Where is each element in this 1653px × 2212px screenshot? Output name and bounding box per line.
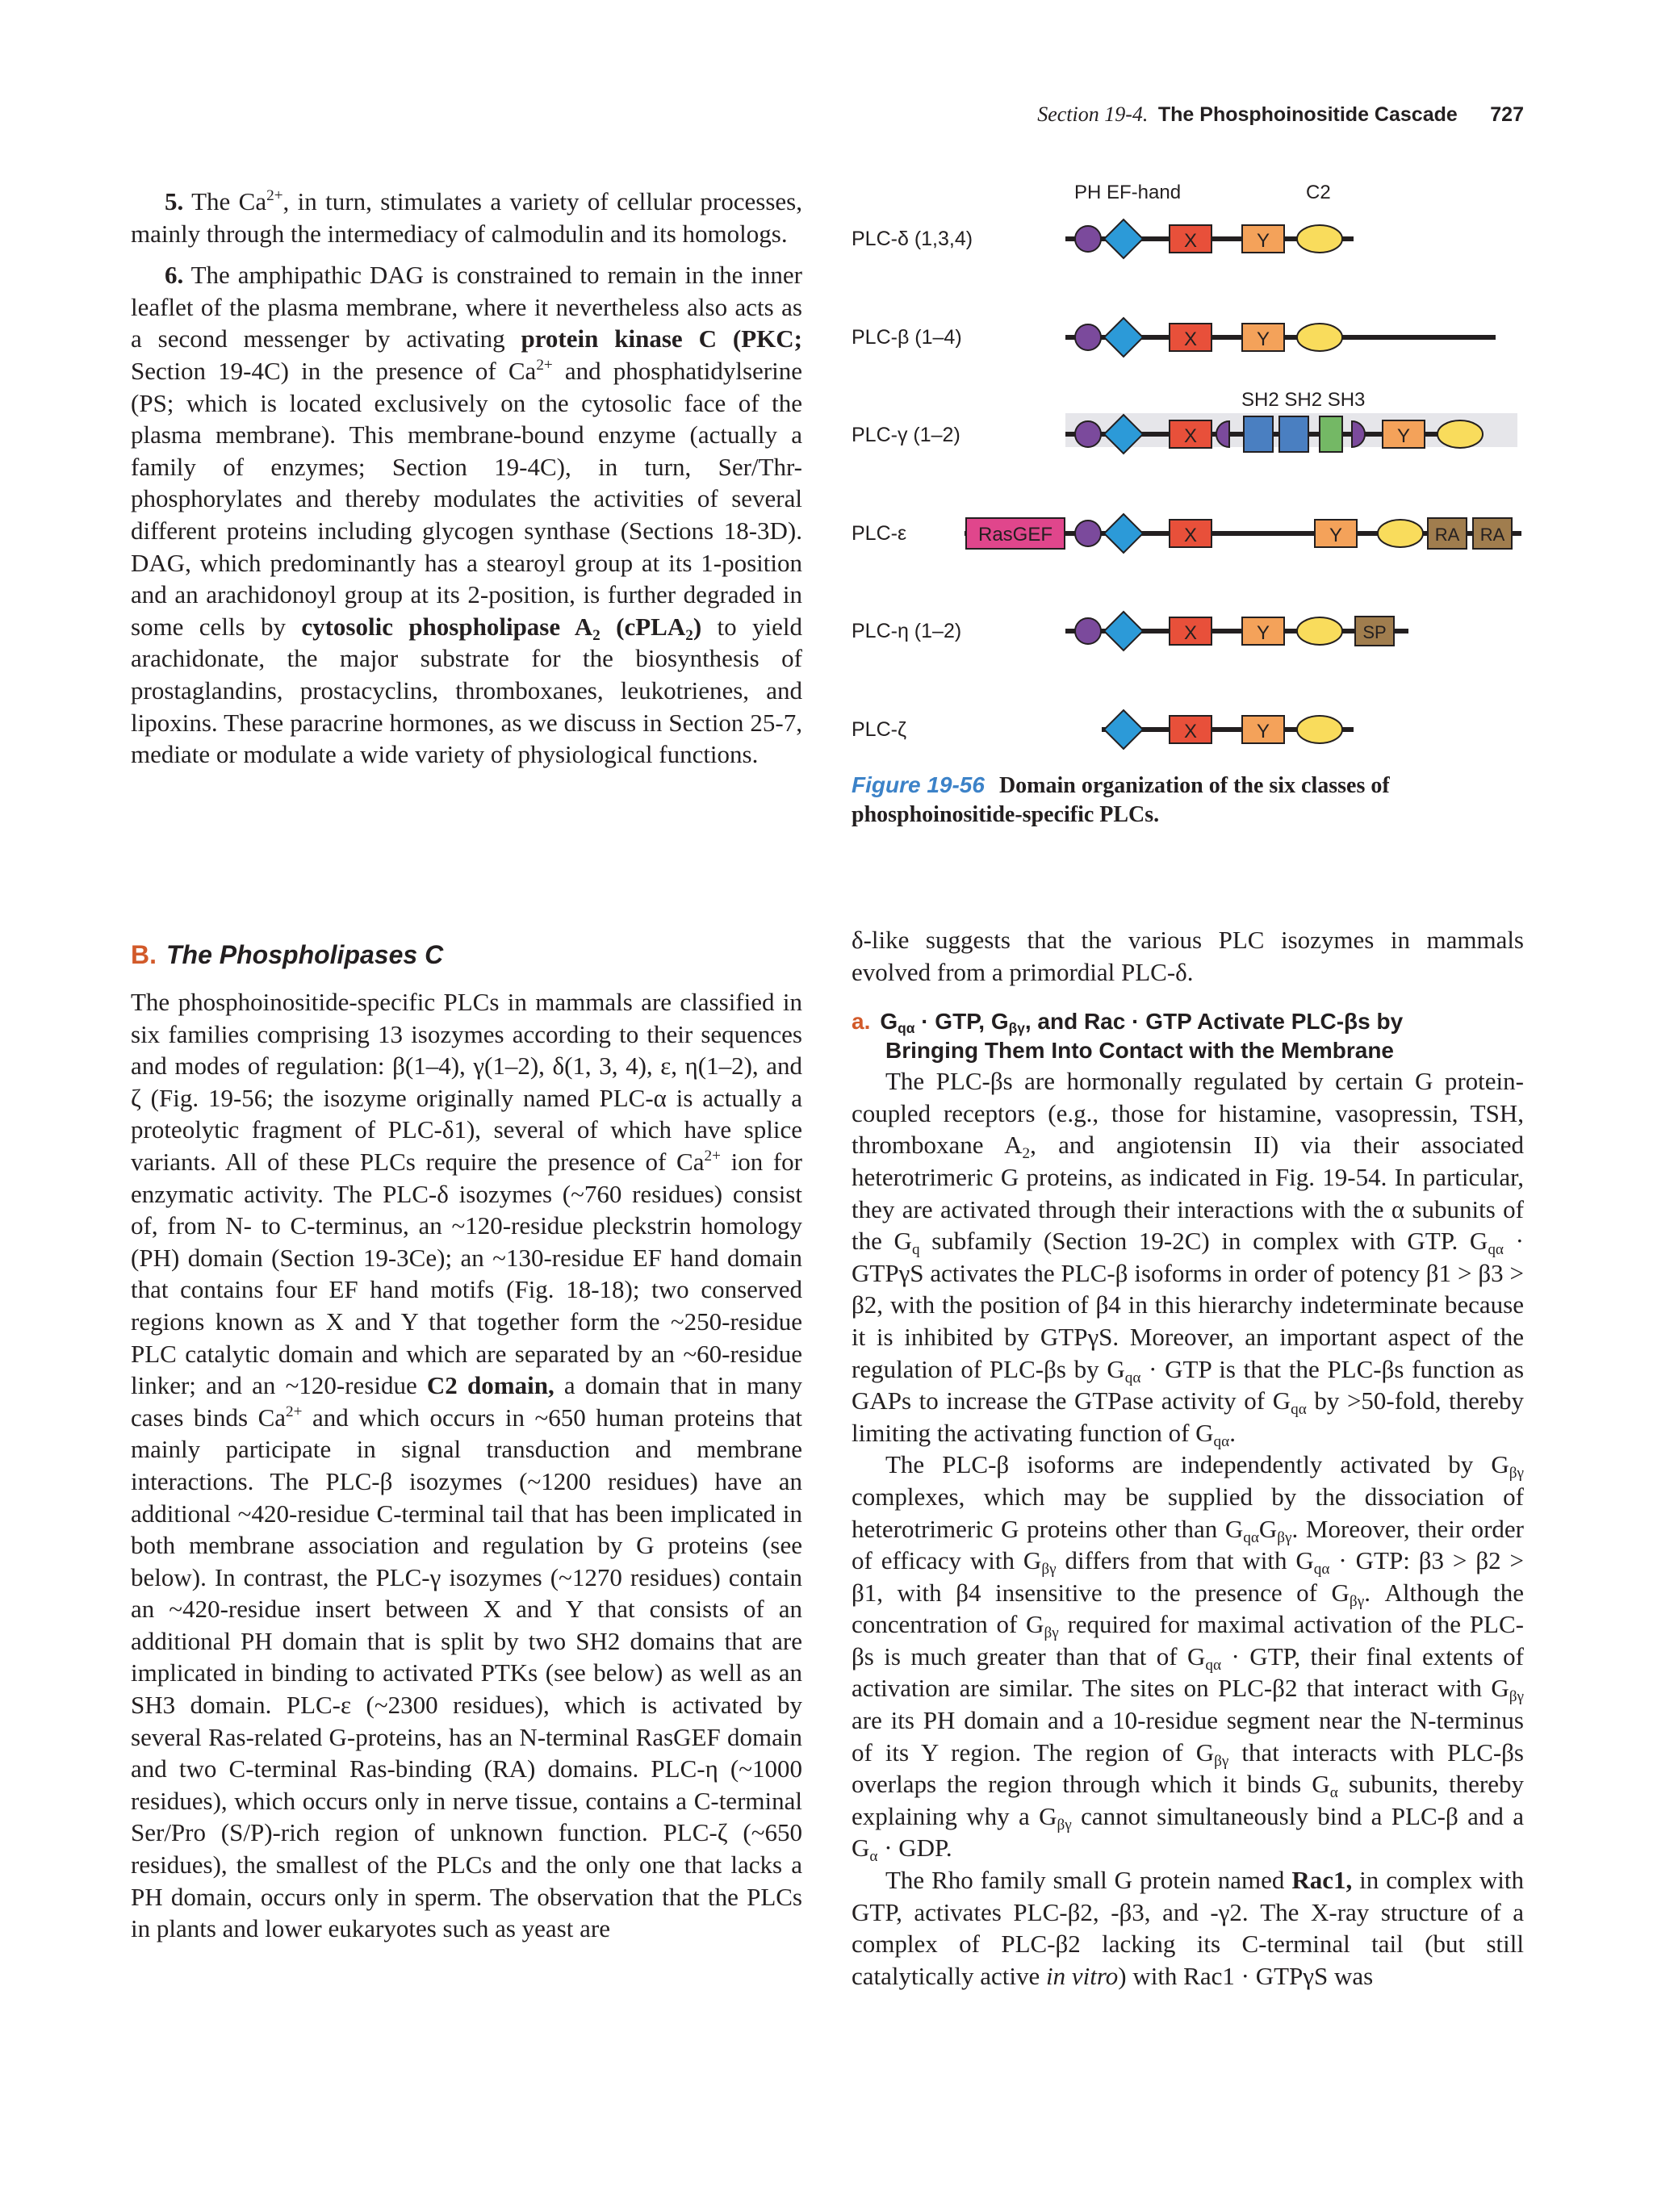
figure-label: Figure 19-56 <box>852 772 985 797</box>
rasgef-label: RasGEF <box>977 524 1053 546</box>
plc-gamma-domains <box>1065 413 1517 454</box>
y-box-label: Y <box>1256 328 1270 350</box>
c2-domain-shape <box>1297 716 1342 743</box>
label-c2: C2 <box>1306 182 1331 203</box>
row-label-plc-eta: PLC-η (1–2) <box>852 620 962 642</box>
sh3-domain-shape <box>1320 416 1342 452</box>
y-box-label: Y <box>1256 230 1270 252</box>
domain-organization-figure <box>843 178 1525 839</box>
x-box-label: X <box>1183 525 1198 546</box>
plc-epsilon-domains <box>965 514 1521 553</box>
figure-caption-text: Domain organization of the six classes of phosphoinositide-specific PLCs. <box>852 773 1390 827</box>
section-heading-b: B. The Phospholipases C <box>131 940 444 969</box>
row-label-plc-gamma: PLC-γ (1–2) <box>852 424 960 446</box>
label-ph-ef-hand: PH EF-hand <box>1074 182 1182 203</box>
subsection-heading-a: a. $G_{q\alpha}$ · GTP, $G_{\beta\gamma}$, and Rac · GTP Activate PLC-βs by Bringing Them Into Contact with the Membrane <box>852 1009 1404 1064</box>
ra-label: RA <box>1479 525 1505 545</box>
ph-domain-shape <box>1075 226 1101 252</box>
c2-domain-shape <box>1297 324 1342 351</box>
paragraph-continuation: δ-like suggests that the various PLC isozymes in mammals evolved from a primordial PLC-δ. <box>852 926 1524 986</box>
sp-label: SP <box>1362 622 1387 642</box>
ef-hand-shape <box>1104 710 1143 749</box>
ph-domain-shape <box>1075 618 1101 644</box>
ef-hand-shape <box>1104 318 1143 357</box>
paragraph-rac1: The Rho family small G protein named Rac1, in complex with GTP, activates PLC-β2, -β3, and -γ2. The X-ray structure of a complex of PLC-β2 lacking its C-terminal tail (but still catalytically active in vitro) with Rac1 · GTPγS was <box>852 1866 1524 1990</box>
x-box-label: X <box>1183 622 1198 644</box>
ph-domain-shape <box>1075 421 1101 447</box>
y-box-label: Y <box>1329 525 1343 546</box>
row-label-plc-delta: PLC-δ (1,3,4) <box>852 228 973 250</box>
c2-domain-shape <box>1378 520 1423 547</box>
figure-caption <box>852 771 1524 830</box>
x-box-label: X <box>1183 425 1198 447</box>
page-number: 727 <box>1490 103 1524 126</box>
paragraph-item-6: 6. The amphipathic DAG is constrained to remain in the inner leaflet of the plasma membrane, where it nevertheless also acts as a second messenger by activating protein kinase C (PKC; Section 19-4C) in the presence of $Ca^{2+}$ and phosphatidylserine (PS; which is located exclusively on the cytosolic face of the plasma membrane). This membrane-bound enzyme (actually a family of enzymes; Section 19-4C), in turn, Ser/Thr-phosphorylates and thereby modulates the activities of several different proteins including glycogen synthase (Sections 18-3D). DAG, which predominantly has a stearoyl group at its 1-position and an arachidonoyl group at its 2-position, is further degraded in some cells by cytosolic phospholipase $A_2$ (cPLA$_2$) to yield arachidonate, the major substrate for the biosynthesis of prostaglandins, prostacyclins, thromboxanes, leukotrienes, and lipoxins. These paracrine hormones, as we discuss in Section 25-7, mediate or modulate a wide variety of physiological functions. <box>131 261 802 769</box>
c2-domain-shape <box>1437 420 1483 448</box>
ef-hand-shape <box>1104 514 1143 553</box>
x-box-label: X <box>1183 721 1198 742</box>
sh2-domain-shape <box>1244 416 1273 452</box>
ra-label: RA <box>1434 525 1460 545</box>
plc-delta-domains <box>1065 220 1354 258</box>
ph-domain-shape <box>1075 324 1101 350</box>
y-box-label: Y <box>1256 622 1270 644</box>
right-column <box>852 924 1524 1992</box>
left-column-top <box>131 186 802 771</box>
row-label-plc-zeta: PLC-ζ <box>852 718 906 741</box>
paragraph-plc-beta-regulation: The PLC-βs are hormonally regulated by certain G protein-coupled receptors (e.g., those for histamine, vasopressin, TSH, thromboxane $A_2$, and angiotensin II) via their associated heterotrimeric G proteins, as indicated in Fig. 19-54. In particular, they are activated through their interactions with the α subunits of the $G_q$ subfamily (Section 19-2C) in complex with GTP. $G_{q\alpha} \cdot GTP\gamma S$ activates the PLC-β isoforms in order of potency β1 > β3 > β2, with the position of β4 in this hierarchy indeterminate because it is inhibited by GTPγS. Moreover, an important aspect of the regulation of PLC-βs by $G_{q\alpha}$ · GTP is that the PLC-βs function as GAPs to increase the GTPase activity of $G_{q\alpha}$ by >50-fold, thereby limiting the activating function of $G_{q\alpha}$. <box>852 1067 1525 1450</box>
c2-domain-shape <box>1297 617 1342 645</box>
header-section: Section 19-4. <box>1037 102 1149 126</box>
plc-eta-domains <box>1065 612 1408 650</box>
y-box-label: Y <box>1396 425 1411 447</box>
ef-hand-shape <box>1104 220 1143 258</box>
paragraph-item-5: 5. The $Ca^{2+}$, in turn, stimulates a variety of cellular processes, mainly through the intermediacy of calmodulin and its homologs. <box>131 187 802 248</box>
c2-domain-shape <box>1297 225 1342 253</box>
left-column-bottom <box>131 986 802 1945</box>
x-box-label: X <box>1183 328 1198 350</box>
row-label-plc-beta: PLC-β (1–4) <box>852 326 962 349</box>
plc-zeta-domains <box>1102 710 1354 749</box>
paragraph-gbg-activation: The PLC-β isoforms are independently activated by $G_{\beta\gamma}$ complexes, which may be supplied by the dissociation of heterotrimeric G proteins other than $G_{q\alpha}G_{\beta\gamma}$. Moreover, their order of efficacy with $G_{\beta\gamma}$ differs from that with $G_{q\alpha}$ · GTP: β3 > β2 > β1, with β4 insensitive to the presence of $G_{\beta\gamma}$. Although the concentration of $G_{\beta\gamma}$ required for maximal activation of the PLC-βs is much greater than that of $G_{q\alpha}$ · GTP, their final extents of activation are similar. The sites on PLC-β2 that interact with $G_{\beta\gamma}$ are its PH domain and a 10-residue segment near the N-terminus of its Y region. The region of $G_{\beta\gamma}$ that interacts with PLC-βs overlaps the region through which it binds $G_\alpha$ subunits, thereby explaining why a $G_{\beta\gamma}$ cannot simultaneously bind a PLC-β and a $G_\alpha$ · GDP. <box>852 1450 1525 1866</box>
x-box-label: X <box>1183 230 1198 252</box>
y-box-label: Y <box>1256 721 1270 742</box>
plc-beta-domains <box>1065 318 1496 357</box>
header-title: The Phosphoinositide Cascade <box>1157 103 1458 126</box>
ph-domain-shape <box>1075 521 1101 546</box>
running-header <box>998 102 1524 128</box>
row-label-plc-epsilon: PLC-ε <box>852 522 907 545</box>
paragraph-plc-families: The phosphoinositide-specific PLCs in mammals are classified in six families comprising 13 isozymes according to their sequences and modes of regulation: β(1–4), γ(1–2), δ(1, 3, 4), ε, η(1–2), and ζ (Fig. 19-56; the isozyme originally named PLC-α is actually a proteolytic fragment of PLC-δ1), several of which have splice variants. All of these PLCs require the presence of $Ca^{2+}$ ion for enzymatic activity. The PLC-δ isozymes (~760 residues) consist of, from N- to C-terminus, an ~120-residue pleckstrin homology (PH) domain (Section 19-3Ce); an ~130-residue EF hand domain that contains four EF hand motifs (Fig. 18-18); two conserved regions known as X and Y that together form the ~250-residue PLC catalytic domain and which are separated by an ~60-residue linker; and an ~120-residue C2 domain, a domain that in many cases binds $Ca^{2+}$ and which occurs in ~650 human proteins that mainly participate in signal transduction and membrane interactions. The PLC-β isozymes (~1200 residues) have an additional ~420-residue C-terminal tail that has been implicated in both membrane association and regulation by G proteins (see below). In contrast, the PLC-γ isozymes (~1270 residues) contain an ~420-residue insert between X and Y that consists of an additional PH domain that is split by two SH2 domains that are implicated in binding to activated PTKs (see below) as well as an SH3 domain. PLC-ε (~2300 residues), which is activated by several Ras-related G-proteins, has an N-terminal RasGEF domain and two C-terminal Ras-binding (RA) domains. PLC-η (~1000 residues), which occurs only in nerve tissue, contains a C-terminal Ser/Pro (S/P)-rich region of unknown function. PLC-ζ (~650 residues), the smallest of the PLCs and the only one that lacks a PH domain, occurs only in sperm. The observation that the PLCs in plants and lower eukaryotes such as yeast are <box>131 988 802 1943</box>
ef-hand-shape <box>1104 612 1143 650</box>
sh2-domain-shape <box>1279 416 1308 452</box>
label-sh-domains: SH2 SH2 SH3 <box>1241 389 1366 411</box>
